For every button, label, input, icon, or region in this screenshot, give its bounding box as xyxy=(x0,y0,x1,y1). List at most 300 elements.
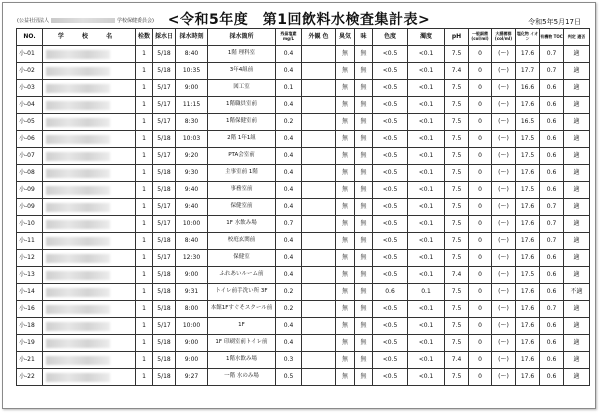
cell-no: 小-10 xyxy=(17,216,43,233)
redacted-school-name xyxy=(46,254,110,263)
col-header-judge: 判定 適否 xyxy=(564,29,590,46)
cell-color: 0.6 xyxy=(373,284,408,301)
cell-judge: 適 xyxy=(564,335,590,352)
cell-toc: 0.6 xyxy=(540,352,564,369)
table-row xyxy=(17,114,590,131)
cell-chloride: 17.6 xyxy=(516,46,540,63)
cell-toc: 0.6 xyxy=(540,250,564,267)
cell-appearance xyxy=(302,284,336,301)
cell-faucet: 1 xyxy=(136,80,153,97)
col-header-day: 採水日 xyxy=(153,29,176,46)
cell-chloride: 17.6 xyxy=(516,199,540,216)
cell-school xyxy=(43,182,136,199)
cell-time: 8:40 xyxy=(176,46,208,63)
cell-appearance xyxy=(302,352,336,369)
cell-chloride: 17.6 xyxy=(516,301,540,318)
col-header-no: NO. xyxy=(17,29,43,46)
cell-chlorine: 0.2 xyxy=(276,284,302,301)
redacted-school-name xyxy=(46,50,110,59)
cell-faucet: 1 xyxy=(136,335,153,352)
cell-place: 事務室前 xyxy=(208,182,276,199)
cell-faucet: 1 xyxy=(136,148,153,165)
cell-judge: 適 xyxy=(564,97,590,114)
cell-day: 5/18 xyxy=(153,352,176,369)
col-header-school: 学 校 名 xyxy=(43,29,136,46)
cell-faucet: 1 xyxy=(136,199,153,216)
cell-appearance xyxy=(302,114,336,131)
cell-odor: 無 xyxy=(336,233,355,250)
cell-bacteria: 0 xyxy=(469,63,492,80)
cell-turbidity: <0.1 xyxy=(408,318,445,335)
cell-place: 1階 理科室 xyxy=(208,46,276,63)
cell-bacteria: 0 xyxy=(469,335,492,352)
cell-chlorine: 0.4 xyxy=(276,182,302,199)
cell-faucet: 1 xyxy=(136,250,153,267)
cell-taste: 無 xyxy=(355,369,373,386)
cell-school xyxy=(43,250,136,267)
cell-toc: 0.6 xyxy=(540,182,564,199)
cell-school xyxy=(43,199,136,216)
cell-no: 小-13 xyxy=(17,267,43,284)
cell-no: 小-19 xyxy=(17,335,43,352)
cell-color: <0.5 xyxy=(373,352,408,369)
cell-time: 9:40 xyxy=(176,182,208,199)
cell-ecoli: (ー) xyxy=(492,97,516,114)
col-header-time: 採水時刻 xyxy=(176,29,208,46)
cell-faucet: 1 xyxy=(136,267,153,284)
cell-ph: 7.4 xyxy=(445,267,469,284)
cell-toc: 0.6 xyxy=(540,284,564,301)
col-header-chloride: 塩化物 イオン xyxy=(516,29,540,46)
cell-appearance xyxy=(302,318,336,335)
cell-time: 9:20 xyxy=(176,148,208,165)
cell-ecoli: (ー) xyxy=(492,165,516,182)
cell-faucet: 1 xyxy=(136,46,153,63)
cell-odor: 無 xyxy=(336,97,355,114)
table-row xyxy=(17,335,590,352)
cell-bacteria: 0 xyxy=(469,216,492,233)
cell-faucet: 1 xyxy=(136,182,153,199)
cell-ecoli: (ー) xyxy=(492,131,516,148)
cell-toc: 0.7 xyxy=(540,199,564,216)
redacted-school-name xyxy=(46,322,110,331)
cell-judge: 不適 xyxy=(564,284,590,301)
cell-chlorine: 0.4 xyxy=(276,165,302,182)
cell-odor: 無 xyxy=(336,131,355,148)
cell-time: 9:31 xyxy=(176,284,208,301)
cell-ph: 7.5 xyxy=(445,165,469,182)
cell-ph: 7.5 xyxy=(445,216,469,233)
cell-ph: 7.4 xyxy=(445,352,469,369)
redacted-school-name xyxy=(46,152,110,161)
redacted-school-name xyxy=(46,356,110,365)
table-row xyxy=(17,369,590,386)
cell-chloride: 17.6 xyxy=(516,335,540,352)
cell-judge: 適 xyxy=(564,148,590,165)
cell-no: 小-04 xyxy=(17,97,43,114)
cell-chlorine: 0.4 xyxy=(276,233,302,250)
cell-color: <0.5 xyxy=(373,233,408,250)
cell-chloride: 16.6 xyxy=(516,80,540,97)
cell-appearance xyxy=(302,46,336,63)
cell-judge: 適 xyxy=(564,216,590,233)
cell-ecoli: (ー) xyxy=(492,284,516,301)
cell-ecoli: (ー) xyxy=(492,352,516,369)
cell-faucet: 1 xyxy=(136,131,153,148)
cell-turbidity: <0.1 xyxy=(408,250,445,267)
cell-color: <0.5 xyxy=(373,97,408,114)
cell-no: 小-07 xyxy=(17,148,43,165)
cell-toc: 0.7 xyxy=(540,216,564,233)
cell-chloride: 17.6 xyxy=(516,250,540,267)
table-header-row xyxy=(17,29,590,46)
cell-day: 5/18 xyxy=(153,233,176,250)
cell-toc: 0.6 xyxy=(540,97,564,114)
cell-ecoli: (ー) xyxy=(492,250,516,267)
cell-color: <0.5 xyxy=(373,182,408,199)
cell-chloride: 16.5 xyxy=(516,114,540,131)
cell-odor: 無 xyxy=(336,165,355,182)
redacted-school-name xyxy=(46,237,110,246)
cell-time: 10:00 xyxy=(176,318,208,335)
document-page xyxy=(2,2,596,409)
cell-chlorine: 0.4 xyxy=(276,148,302,165)
redacted-school-name xyxy=(46,186,110,195)
cell-school xyxy=(43,233,136,250)
cell-faucet: 1 xyxy=(136,63,153,80)
cell-ecoli: (ー) xyxy=(492,216,516,233)
cell-chlorine: 0.4 xyxy=(276,250,302,267)
cell-place: トイレ前手洗い所 3F xyxy=(208,284,276,301)
cell-no: 小-01 xyxy=(17,46,43,63)
cell-appearance xyxy=(302,233,336,250)
cell-place: 本館1Fすぐそスクール前 xyxy=(208,301,276,318)
cell-day: 5/17 xyxy=(153,97,176,114)
cell-taste: 無 xyxy=(355,165,373,182)
cell-ecoli: (ー) xyxy=(492,114,516,131)
cell-time: 10:03 xyxy=(176,131,208,148)
cell-judge: 適 xyxy=(564,182,590,199)
cell-taste: 無 xyxy=(355,97,373,114)
cell-chlorine: 0.4 xyxy=(276,46,302,63)
cell-school xyxy=(43,148,136,165)
cell-toc: 0.7 xyxy=(540,63,564,80)
cell-ph: 7.5 xyxy=(445,233,469,250)
cell-chloride: 17.6 xyxy=(516,233,540,250)
cell-bacteria: 0 xyxy=(469,301,492,318)
cell-turbidity: <0.1 xyxy=(408,148,445,165)
org-suffix: 学校保健委員会) xyxy=(116,18,154,24)
cell-odor: 無 xyxy=(336,114,355,131)
cell-no: 小-18 xyxy=(17,318,43,335)
cell-school xyxy=(43,369,136,386)
cell-appearance xyxy=(302,182,336,199)
cell-faucet: 1 xyxy=(136,369,153,386)
cell-ph: 7.5 xyxy=(445,369,469,386)
cell-day: 5/18 xyxy=(153,284,176,301)
cell-place: 3年4組前 xyxy=(208,63,276,80)
cell-day: 5/18 xyxy=(153,165,176,182)
cell-ph: 7.5 xyxy=(445,46,469,63)
cell-odor: 無 xyxy=(336,318,355,335)
cell-place: 1F 印刷室前トイレ前 xyxy=(208,335,276,352)
results-table xyxy=(16,28,590,386)
redacted-school-name xyxy=(46,101,110,110)
cell-ecoli: (ー) xyxy=(492,318,516,335)
cell-school xyxy=(43,114,136,131)
cell-taste: 無 xyxy=(355,80,373,97)
cell-chlorine: 0.4 xyxy=(276,131,302,148)
cell-odor: 無 xyxy=(336,369,355,386)
cell-toc: 0.6 xyxy=(540,165,564,182)
cell-day: 5/18 xyxy=(153,301,176,318)
cell-turbidity: <0.1 xyxy=(408,63,445,80)
cell-bacteria: 0 xyxy=(469,352,492,369)
cell-taste: 無 xyxy=(355,267,373,284)
cell-bacteria: 0 xyxy=(469,318,492,335)
cell-odor: 無 xyxy=(336,352,355,369)
table-row xyxy=(17,318,590,335)
cell-toc: 0.6 xyxy=(540,131,564,148)
cell-odor: 無 xyxy=(336,182,355,199)
cell-chloride: 17.5 xyxy=(516,131,540,148)
cell-ecoli: (ー) xyxy=(492,199,516,216)
cell-ph: 7.5 xyxy=(445,97,469,114)
col-header-bacteria: 一般細菌 (col/ml) xyxy=(469,29,492,46)
cell-color: <0.5 xyxy=(373,165,408,182)
cell-judge: 適 xyxy=(564,114,590,131)
cell-appearance xyxy=(302,301,336,318)
cell-color: <0.5 xyxy=(373,216,408,233)
cell-appearance xyxy=(302,165,336,182)
cell-odor: 無 xyxy=(336,199,355,216)
cell-chloride: 17.5 xyxy=(516,148,540,165)
cell-chlorine: 0.5 xyxy=(276,369,302,386)
cell-no: 小-05 xyxy=(17,114,43,131)
cell-toc: 0.6 xyxy=(540,267,564,284)
cell-ecoli: (ー) xyxy=(492,369,516,386)
cell-toc: 0.6 xyxy=(540,80,564,97)
cell-judge: 適 xyxy=(564,352,590,369)
cell-time: 9:00 xyxy=(176,335,208,352)
cell-time: 10:00 xyxy=(176,216,208,233)
cell-school xyxy=(43,318,136,335)
col-header-ecoli: 大腸菌群 (col/ml) xyxy=(492,29,516,46)
cell-bacteria: 0 xyxy=(469,131,492,148)
redacted-school-name xyxy=(46,118,110,127)
table-row xyxy=(17,131,590,148)
cell-toc: 0.6 xyxy=(540,148,564,165)
cell-toc: 0.6 xyxy=(540,369,564,386)
cell-time: 9:00 xyxy=(176,267,208,284)
cell-appearance xyxy=(302,131,336,148)
cell-day: 5/18 xyxy=(153,182,176,199)
cell-ph: 7.5 xyxy=(445,114,469,131)
cell-day: 5/17 xyxy=(153,148,176,165)
cell-chlorine: 0.4 xyxy=(276,335,302,352)
cell-ph: 7.5 xyxy=(445,335,469,352)
cell-turbidity: <0.1 xyxy=(408,216,445,233)
cell-turbidity: <0.1 xyxy=(408,335,445,352)
cell-place: 主事室前 1階 xyxy=(208,165,276,182)
cell-judge: 適 xyxy=(564,199,590,216)
cell-taste: 無 xyxy=(355,199,373,216)
cell-taste: 無 xyxy=(355,284,373,301)
cell-appearance xyxy=(302,199,336,216)
cell-time: 8:30 xyxy=(176,114,208,131)
redacted-school-name xyxy=(46,288,110,297)
cell-color: <0.5 xyxy=(373,335,408,352)
org-prefix: (公益社団法人 xyxy=(17,18,49,24)
cell-faucet: 1 xyxy=(136,233,153,250)
cell-turbidity: <0.1 xyxy=(408,199,445,216)
cell-ecoli: (ー) xyxy=(492,63,516,80)
cell-day: 5/18 xyxy=(153,131,176,148)
col-header-ph: pH xyxy=(445,29,469,46)
cell-chloride: 17.5 xyxy=(516,182,540,199)
cell-no: 小-03 xyxy=(17,80,43,97)
cell-faucet: 1 xyxy=(136,165,153,182)
col-header-toc: 有機物 TOC xyxy=(540,29,564,46)
cell-chloride: 17.6 xyxy=(516,216,540,233)
cell-bacteria: 0 xyxy=(469,80,492,97)
cell-judge: 適 xyxy=(564,267,590,284)
cell-day: 5/17 xyxy=(153,318,176,335)
cell-chlorine: 0.3 xyxy=(276,352,302,369)
table-row xyxy=(17,352,590,369)
table-row xyxy=(17,250,590,267)
cell-appearance xyxy=(302,250,336,267)
cell-school xyxy=(43,267,136,284)
table-row xyxy=(17,63,590,80)
cell-faucet: 1 xyxy=(136,284,153,301)
cell-appearance xyxy=(302,267,336,284)
cell-odor: 無 xyxy=(336,301,355,318)
cell-odor: 無 xyxy=(336,284,355,301)
cell-time: 8:40 xyxy=(176,233,208,250)
cell-chlorine: 0.4 xyxy=(276,318,302,335)
table-row xyxy=(17,80,590,97)
table-row xyxy=(17,284,590,301)
cell-toc: 0.7 xyxy=(540,233,564,250)
cell-odor: 無 xyxy=(336,335,355,352)
cell-place: 1階水飲み場 xyxy=(208,352,276,369)
cell-appearance xyxy=(302,335,336,352)
redacted-school-name xyxy=(46,84,110,93)
cell-ecoli: (ー) xyxy=(492,182,516,199)
cell-odor: 無 xyxy=(336,267,355,284)
redacted-school-name xyxy=(46,373,110,382)
cell-school xyxy=(43,216,136,233)
cell-color: <0.5 xyxy=(373,369,408,386)
cell-ph: 7.5 xyxy=(445,284,469,301)
cell-place: 保健室 xyxy=(208,250,276,267)
cell-color: <0.5 xyxy=(373,148,408,165)
cell-day: 5/17 xyxy=(153,114,176,131)
cell-judge: 適 xyxy=(564,318,590,335)
cell-chlorine: 0.4 xyxy=(276,97,302,114)
cell-chloride: 17.6 xyxy=(516,165,540,182)
cell-chlorine: 0.4 xyxy=(276,199,302,216)
cell-color: <0.5 xyxy=(373,267,408,284)
cell-school xyxy=(43,46,136,63)
cell-appearance xyxy=(302,216,336,233)
page-title: <令和5年度 第1回飲料水検査集計表> xyxy=(167,12,431,28)
cell-faucet: 1 xyxy=(136,114,153,131)
cell-toc: 0.6 xyxy=(540,335,564,352)
cell-turbidity: <0.1 xyxy=(408,80,445,97)
col-header-place: 採水箇所 xyxy=(208,29,276,46)
cell-bacteria: 0 xyxy=(469,46,492,63)
cell-ecoli: (ー) xyxy=(492,267,516,284)
cell-chlorine: 0.2 xyxy=(276,114,302,131)
table-row xyxy=(17,182,590,199)
redacted-school-name xyxy=(46,67,110,76)
cell-time: 12:30 xyxy=(176,250,208,267)
cell-taste: 無 xyxy=(355,46,373,63)
cell-school xyxy=(43,131,136,148)
cell-no: 小-02 xyxy=(17,63,43,80)
cell-judge: 適 xyxy=(564,301,590,318)
cell-taste: 無 xyxy=(355,250,373,267)
cell-toc: 0.6 xyxy=(540,114,564,131)
cell-school xyxy=(43,352,136,369)
cell-place: PTA会室前 xyxy=(208,148,276,165)
cell-turbidity: <0.1 xyxy=(408,301,445,318)
cell-school xyxy=(43,80,136,97)
col-header-color: 色度 xyxy=(373,29,408,46)
table-row xyxy=(17,148,590,165)
cell-turbidity: <0.1 xyxy=(408,165,445,182)
cell-appearance xyxy=(302,63,336,80)
cell-no: 小-06 xyxy=(17,131,43,148)
cell-faucet: 1 xyxy=(136,318,153,335)
cell-chloride: 17.6 xyxy=(516,369,540,386)
cell-color: <0.5 xyxy=(373,131,408,148)
cell-odor: 無 xyxy=(336,148,355,165)
cell-chlorine: 0.2 xyxy=(276,301,302,318)
cell-bacteria: 0 xyxy=(469,233,492,250)
cell-toc: 0.7 xyxy=(540,301,564,318)
cell-odor: 無 xyxy=(336,63,355,80)
cell-color: <0.5 xyxy=(373,46,408,63)
redacted-school-name xyxy=(46,305,110,314)
cell-place: 1F 水飲み場 xyxy=(208,216,276,233)
cell-ph: 7.5 xyxy=(445,182,469,199)
cell-color: <0.5 xyxy=(373,318,408,335)
cell-turbidity: <0.1 xyxy=(408,46,445,63)
cell-chlorine: 0.1 xyxy=(276,80,302,97)
cell-ecoli: (ー) xyxy=(492,148,516,165)
cell-ph: 7.5 xyxy=(445,131,469,148)
cell-place: ふれあいルーム前 xyxy=(208,267,276,284)
cell-no: 小-09 xyxy=(17,182,43,199)
cell-school xyxy=(43,284,136,301)
cell-bacteria: 0 xyxy=(469,148,492,165)
cell-turbidity: <0.1 xyxy=(408,97,445,114)
cell-judge: 適 xyxy=(564,233,590,250)
cell-turbidity: <0.1 xyxy=(408,114,445,131)
cell-chloride: 17.6 xyxy=(516,97,540,114)
cell-ph: 7.5 xyxy=(445,301,469,318)
cell-turbidity: <0.1 xyxy=(408,267,445,284)
cell-place: 一階 水のみ場 xyxy=(208,369,276,386)
cell-appearance xyxy=(302,80,336,97)
cell-turbidity: <0.1 xyxy=(408,182,445,199)
cell-day: 5/17 xyxy=(153,250,176,267)
cell-ecoli: (ー) xyxy=(492,233,516,250)
cell-judge: 適 xyxy=(564,80,590,97)
